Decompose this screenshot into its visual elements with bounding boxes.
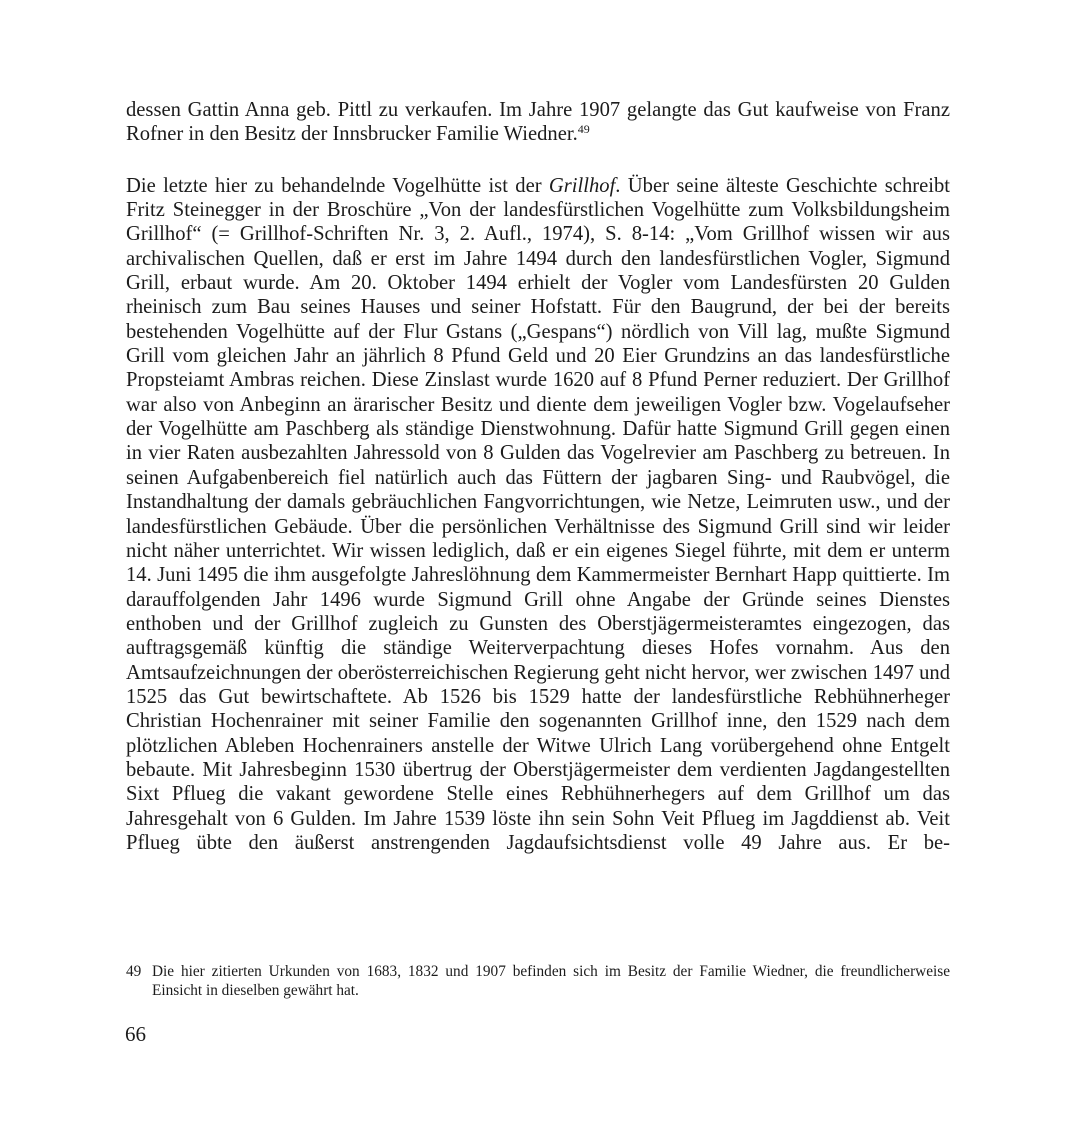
paragraph-grillhof-italic-term: Grillhof [548, 174, 616, 197]
paragraph-grillhof [126, 174, 950, 856]
footnote-number: 49 [126, 963, 142, 980]
page-body [126, 98, 950, 855]
paragraph-intro-text: dessen Gattin Anna geb. Pittl zu verkaufen. Im Jahre 1907 gelangte das Gut kaufweise von Franz Rofner in den Besitz der Innsbrucker Familie Wiedner. [126, 99, 950, 146]
page-number: 66 [125, 1022, 146, 1046]
footnote-text: Die hier zitierten Urkunden von 1683, 1832 und 1907 befinden sich im Besitz der Familie Wiedner, die freundlicherweise Einsicht in dieselben gewährt hat. [152, 963, 950, 999]
footnote-reference: 49 [577, 122, 590, 137]
paragraph-grillhof-text-start: Die letzte hier zu behandelnde Vogelhütte ist der [126, 174, 549, 197]
paragraph-grillhof-text-rest: . Über seine älteste Geschichte schreibt Fritz Steinegger in der Broschüre „Von der landesfürstlichen Vogelhütte zum Volksbildungsheim Grillhof“ (= Grillhof-Schriften Nr. 3, 2. Aufl., 1974), S. 8-14: „Vom Grillhof wissen wir aus archivalischen Quellen, daß er erst im Jahre 1494 durch den landesfürstlichen Vogler, Sigmund Grill, erbaut wurde. Am 20. Oktober 1494 erhielt der Vogler vom Landesfürsten 20 Gulden rheinisch zum Bau seines Hauses und seiner Hofstatt. Für den Baugrund, der bei der bereits bestehenden Vogelhütte auf der Flur Gstans („Gespans“) nördlich von Vill lag, mußte Sigmund Grill vom gleichen Jahr an jährlich 8 Pfund Geld und 20 Eier Grundzins an das landesfürstliche Propsteiamt Ambras reichen. Diese Zinslast wurde 1620 auf 8 Pfund Perner reduziert. Der Grillhof war also von Anbeginn an ärarischer Besitz und diente dem jeweiligen Vogler bzw. Vogelaufseher der Vogelhütte am Paschberg als ständige Dienstwohnung. Dafür hatte Sigmund Grill gegen einen in vier Raten ausbezahlten Jahressold von 8 Gulden das Vogelrevier am Paschberg zu betreuen. In seinen Aufgabenbereich fiel natürlich auch das Füttern der jagbaren Sing- und Raubvögel, die Instandhaltung der damals gebräuchlichen Fangvorrichtungen, wie Netze, Leimruten usw., und der landesfürstlichen Gebäude. Über die persönlichen Verhältnisse des Sigmund Grill sind wir leider nicht näher unterrichtet. Wir wissen lediglich, daß er ein eigenes Siegel führte, mit dem er unterm 14. Juni 1495 die ihm ausgefolgte Jahreslöhnung dem Kammermeister Bernhart Happ quittierte. Im darauffolgenden Jahr 1496 wurde Sigmund Grill ohne Angabe der Gründe seines Dienstes enthoben und der Grillhof zugleich zu Gunsten des Oberstjägermeisteramtes eingezogen, das auftragsgemäß künftig die ständige Weiterverpachtung dieses Hofes vornahm. Aus den Amtsaufzeichnungen der oberösterreichischen Regierung geht nicht hervor, wer zwischen 1497 und 1525 das Gut bewirtschaftete. Ab 1526 bis 1529 hatte der landesfürstliche Rebhühnerheger Christian Hochenrainer mit seiner Familie den sogenannten Grillhof inne, den 1529 nach dem plötzlichen Ableben Hochenrainers anstelle der Witwe Ulrich Lang vorübergehend ohne Entgelt bebaute. Mit Jahresbeginn 1530 übertrug der Oberstjägermeister dem verdienten Jagdangestellten Sixt Pflueg die vakant gewordene Stelle eines Rebhühnerhegers auf dem Grillhof um das Jahresgehalt von 6 Gulden. Im Jahre 1539 löste ihn sein Sohn Veit Pflueg im Jagddienst ab. Veit Pflueg übte den äußerst anstrengenden Jagdaufsichtsdienst volle 49 Jahre aus. Er be- [126, 174, 950, 854]
paragraph-intro [126, 98, 950, 147]
footnote [126, 962, 950, 1000]
